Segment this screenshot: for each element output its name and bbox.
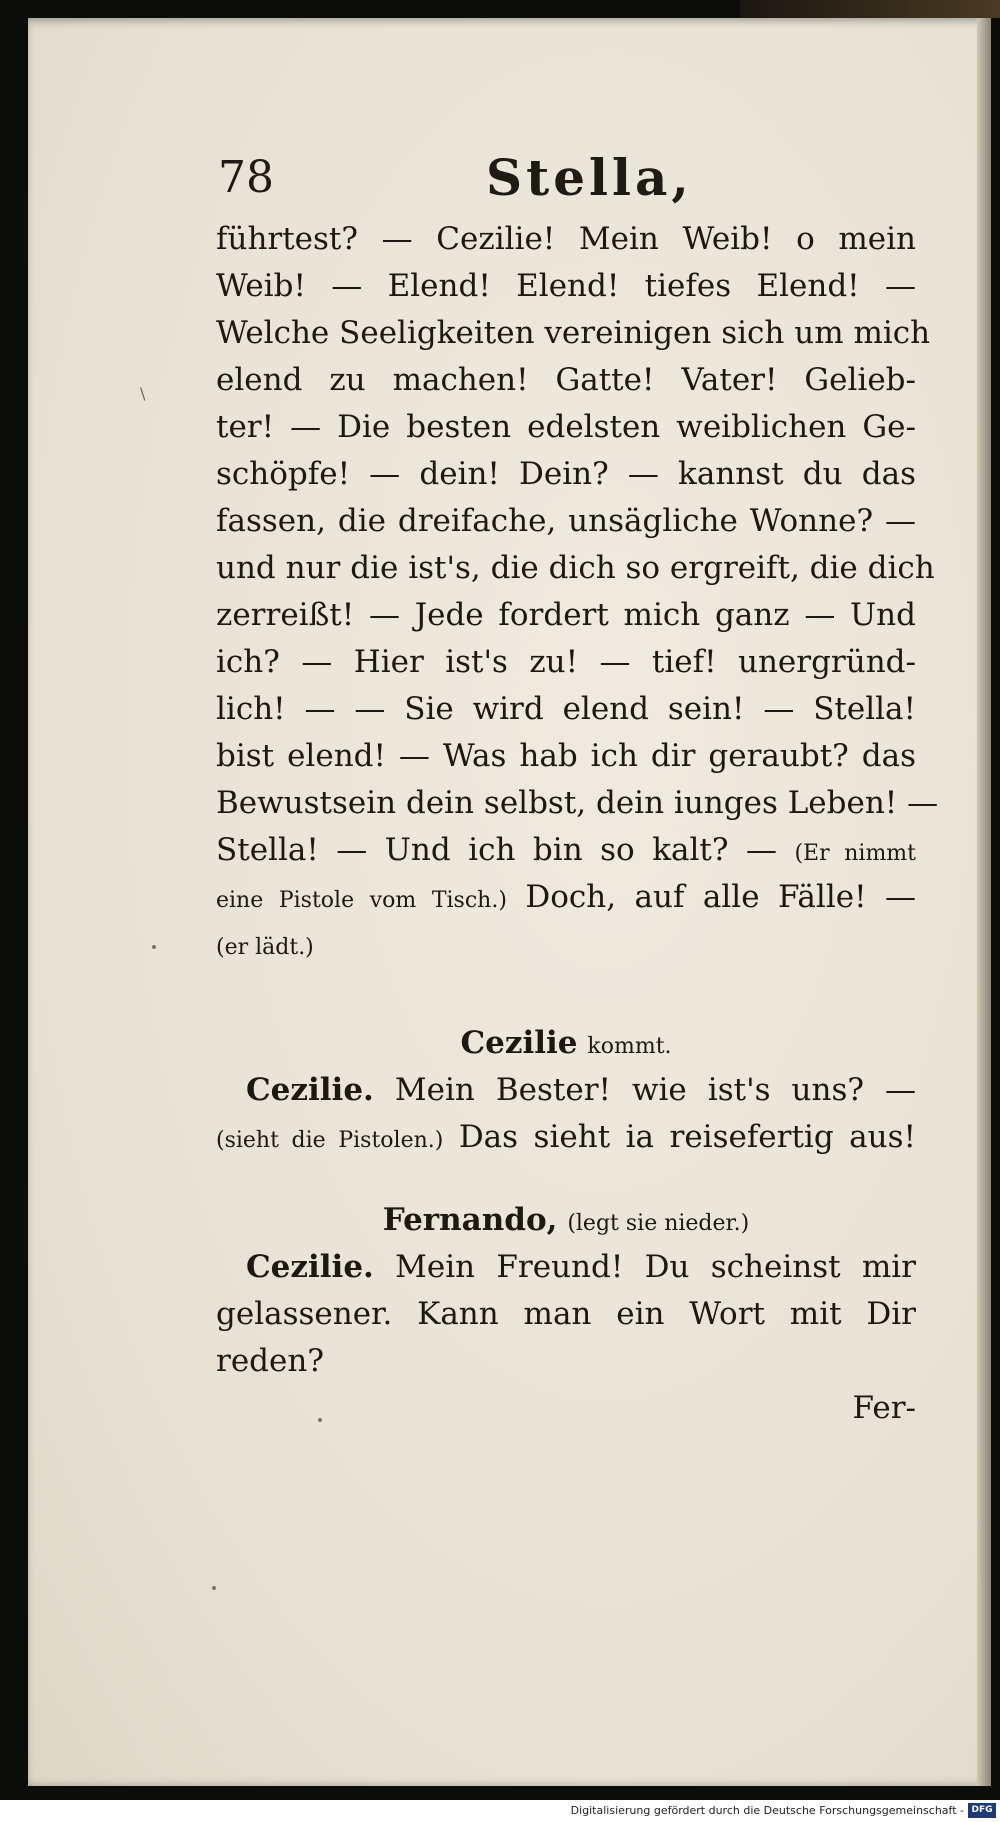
dfg-logo: DFG	[968, 1803, 996, 1818]
text-line	[216, 827, 916, 874]
stage-direction: (legt sie nieder.)	[567, 1211, 750, 1236]
digitization-footer	[0, 1800, 1000, 1822]
text-line: bist elend! — Was hab ich dir geraubt? das	[216, 738, 916, 774]
speech-line: reden?	[216, 1343, 324, 1379]
text-line: führtest? — Cezilie! Mein Weib! o mein	[216, 221, 916, 257]
speech-text: Das sieht ia reisefertig aus!	[458, 1119, 916, 1155]
stage-direction: (er lädt.)	[216, 935, 314, 960]
speaker-label: Cezilie.	[246, 1249, 374, 1285]
speech-line	[216, 1067, 916, 1114]
speaker-label: Fernando,	[382, 1202, 558, 1238]
page-edge	[977, 18, 991, 1786]
text-line: ich? — Hier ist's zu! — tief! unergründ-	[216, 644, 916, 680]
spacer	[216, 968, 916, 1020]
speech-line: gelassener. Kann man ein Wort mit Dir	[216, 1296, 916, 1332]
text-line: lich! — — Sie wird elend sein! — Stella!	[216, 691, 916, 727]
stage-direction: kommt.	[587, 1034, 672, 1059]
funding-credit: Digitalisierung gefördert durch die Deutsche Forschungsgemeinschaft -	[570, 1804, 964, 1817]
character-name: Cezilie	[460, 1025, 578, 1061]
paper-speck	[212, 1586, 216, 1590]
text-line: ter! — Die besten edelsten weiblichen Ge-	[216, 409, 916, 445]
text-line	[216, 921, 916, 968]
speech-line	[216, 1114, 916, 1161]
speaker-label: Cezilie.	[246, 1072, 374, 1108]
page-header	[218, 148, 918, 212]
text-line: Welche Seeligkeiten vereinigen sich um mich	[216, 315, 931, 351]
running-title: Stella,	[486, 148, 693, 207]
text-fragment: Stella! — Und ich bin so kalt? —	[216, 832, 777, 868]
spacer	[216, 1161, 916, 1197]
text-line: elend zu machen! Gatte! Vater! Gelieb-	[216, 362, 916, 398]
top-edge-shadow	[740, 0, 1000, 18]
paper-speck	[152, 945, 156, 949]
stage-direction: (sieht die Pistolen.)	[216, 1128, 444, 1153]
text-line: Bewustsein dein selbst, dein iunges Leben! —	[216, 785, 939, 821]
stage-direction: (Er nimmt	[794, 841, 917, 866]
text-line	[216, 874, 916, 921]
stage-direction: eine Pistole vom Tisch.)	[216, 888, 507, 913]
text-line: Weib! — Elend! Elend! tiefes Elend! —	[216, 268, 916, 304]
entrance-line	[216, 1020, 916, 1067]
entrance-line	[216, 1197, 916, 1244]
speech-text: Mein Bester! wie ist's uns? —	[394, 1072, 916, 1108]
text-line: und nur die ist's, die dich so ergreift, die dich	[216, 550, 935, 586]
page-number: 78	[218, 152, 274, 203]
speech-text: Mein Freund! Du scheinst mir	[395, 1249, 916, 1285]
speech-line	[216, 1244, 916, 1291]
speech-fragment: Doch, auf alle Fälle! —	[525, 879, 916, 915]
catchword: Fer-	[852, 1390, 916, 1426]
text-line: zerreißt! — Jede fordert mich ganz — Und	[216, 597, 916, 633]
text-line: schöpfe! — dein! Dein? — kannst du das	[216, 456, 916, 492]
text-line: fassen, die dreifache, unsägliche Wonne? —	[216, 503, 916, 539]
body-text	[216, 216, 939, 1432]
margin-mark: \	[140, 384, 146, 403]
